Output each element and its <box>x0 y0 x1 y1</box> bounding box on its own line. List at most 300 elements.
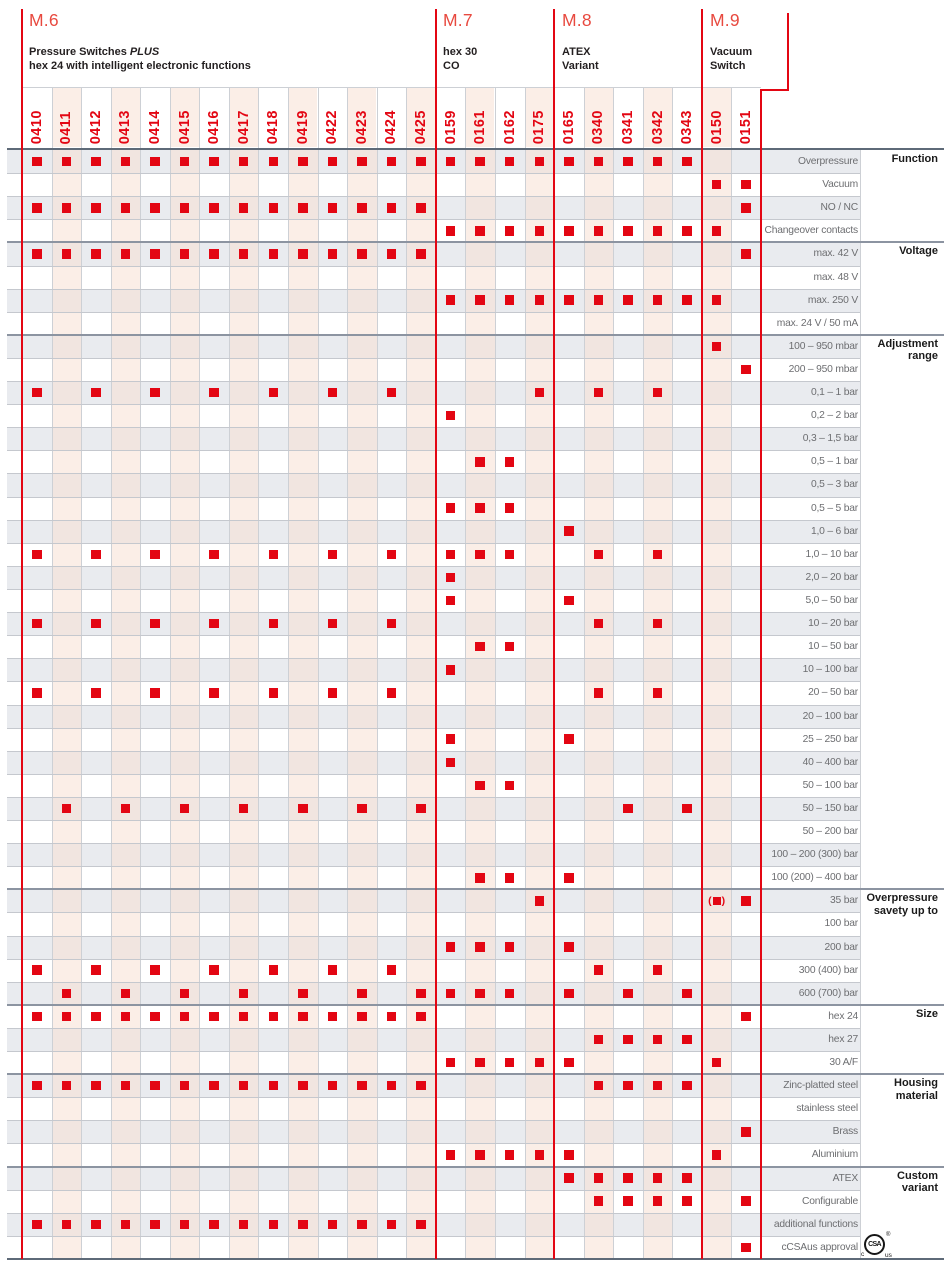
matrix-dot <box>594 688 604 698</box>
row-label: 50 – 100 bar <box>802 779 858 791</box>
grid-line <box>229 88 230 1259</box>
matrix-dot <box>328 619 338 629</box>
grid-line <box>199 88 200 1259</box>
matrix-dot <box>32 550 42 560</box>
matrix-dot <box>62 1012 72 1022</box>
group-label: Overpressure savety up to <box>866 892 938 917</box>
column-number: 0411 <box>58 110 75 144</box>
row-line <box>7 219 860 220</box>
matrix-dot <box>475 781 485 791</box>
matrix-dot <box>594 965 604 975</box>
section-id-m6: M.6 <box>29 10 59 30</box>
column-header-0425 <box>407 88 436 147</box>
matrix-dot <box>32 249 42 259</box>
header-top-line <box>22 87 761 88</box>
row-line <box>7 289 860 290</box>
grid-line <box>258 88 259 1259</box>
bracket-line <box>787 13 789 91</box>
row-label: max. 48 V <box>813 271 858 283</box>
row-label: 10 – 50 bar <box>808 641 858 653</box>
section-description-m7 <box>443 45 477 73</box>
row-line <box>7 497 860 498</box>
matrix-dot <box>446 573 456 583</box>
matrix-dot <box>623 1081 633 1091</box>
matrix-dot <box>32 965 42 975</box>
matrix-dot <box>594 619 604 629</box>
matrix-dot <box>91 688 101 698</box>
matrix-dot <box>505 873 515 883</box>
matrix-dot <box>416 203 426 213</box>
matrix-dot <box>505 295 515 305</box>
section-id-m9: M.9 <box>710 10 740 30</box>
column-number: 0416 <box>206 109 223 144</box>
grid-line <box>584 88 585 1259</box>
label-divider-line <box>760 90 762 1259</box>
matrix-dot <box>269 619 279 629</box>
matrix-dot <box>269 965 279 975</box>
column-header-0341 <box>614 88 643 147</box>
matrix-dot <box>475 457 485 467</box>
matrix-dot <box>446 295 456 305</box>
matrix-dot <box>269 249 279 259</box>
matrix-dot <box>505 226 515 236</box>
section-divider-line <box>701 9 703 1259</box>
matrix-dot <box>91 388 101 398</box>
matrix-dot <box>741 180 751 190</box>
matrix-dot <box>150 1081 160 1091</box>
matrix-dot <box>328 688 338 698</box>
row-line <box>7 774 860 775</box>
matrix-dot <box>239 1012 249 1022</box>
row-line <box>7 1190 860 1191</box>
row-line <box>7 959 860 960</box>
matrix-dot <box>209 688 219 698</box>
matrix-dot <box>62 1220 72 1230</box>
grid-line <box>318 88 319 1259</box>
matrix-dot <box>91 1081 101 1091</box>
matrix-dot <box>239 157 249 167</box>
matrix-dot <box>475 642 485 652</box>
matrix-dot <box>623 1035 633 1045</box>
row-line <box>7 728 860 729</box>
matrix-dot <box>505 989 515 999</box>
row-label: Changeover contacts <box>764 225 858 237</box>
row-label: Vacuum <box>822 179 858 191</box>
row-label: 1,0 – 6 bar <box>810 525 858 537</box>
row-label: 0,3 – 1,5 bar <box>802 433 858 445</box>
matrix-dot <box>239 1220 249 1230</box>
matrix-dot <box>239 989 249 999</box>
matrix-dot <box>564 1058 574 1068</box>
section-id-m7: M.7 <box>443 10 473 30</box>
matrix-dot <box>564 596 574 606</box>
matrix-dot-optional: ( ) <box>708 894 726 907</box>
matrix-dot <box>180 989 190 999</box>
section-id-m8: M.8 <box>562 10 592 30</box>
matrix-dot <box>505 1150 515 1160</box>
matrix-dot <box>357 989 367 999</box>
matrix-dot <box>121 249 131 259</box>
column-header-0162 <box>495 88 524 147</box>
matrix-dot <box>623 1173 633 1183</box>
matrix-dot <box>180 1012 190 1022</box>
section-desc-line2: CO <box>443 60 460 72</box>
row-label: 0,2 – 2 bar <box>810 410 858 422</box>
row-label: 30 A/F <box>829 1057 858 1069</box>
group-label: Voltage <box>899 245 938 258</box>
matrix-dot <box>62 1081 72 1091</box>
matrix-dot <box>475 295 485 305</box>
matrix-dot <box>446 1058 456 1068</box>
matrix-dot <box>209 1081 219 1091</box>
matrix-dot <box>653 550 663 560</box>
matrix-dot <box>446 503 456 513</box>
matrix-dot <box>269 388 279 398</box>
grid-line <box>140 88 141 1259</box>
column-number: 0415 <box>176 109 193 144</box>
csa-sub-c: c <box>861 1251 865 1258</box>
matrix-dot <box>150 619 160 629</box>
matrix-dot <box>505 157 515 167</box>
group-separator-line <box>7 1166 944 1168</box>
matrix-dot <box>328 1012 338 1022</box>
row-line <box>7 404 860 405</box>
section-description-m9 <box>710 45 752 73</box>
matrix-dot <box>298 157 308 167</box>
matrix-dot <box>387 203 397 213</box>
row-label: 100 – 200 (300) bar <box>771 849 858 861</box>
column-number: 0424 <box>383 109 400 144</box>
row-line <box>7 566 860 567</box>
matrix-dot <box>180 157 190 167</box>
section-desc-line2: Variant <box>562 60 599 72</box>
matrix-dot <box>32 1081 42 1091</box>
matrix-dot <box>682 1035 692 1045</box>
row-label: hex 27 <box>828 1033 858 1045</box>
matrix-dot <box>121 804 131 814</box>
column-number: 0341 <box>619 109 636 144</box>
row-line <box>7 427 860 428</box>
matrix-dot <box>298 1012 308 1022</box>
column-number: 0343 <box>679 109 696 144</box>
matrix-dot <box>269 1012 279 1022</box>
matrix-dot <box>741 203 751 213</box>
row-label: 50 – 150 bar <box>802 802 858 814</box>
grid-line <box>81 88 82 1259</box>
matrix-dot <box>416 989 426 999</box>
grid-line <box>495 88 496 1259</box>
row-line <box>7 1028 860 1029</box>
column-number: 0159 <box>442 109 459 144</box>
matrix-dot <box>91 249 101 259</box>
matrix-dot <box>357 157 367 167</box>
matrix-dot <box>121 1081 131 1091</box>
matrix-dot <box>682 157 692 167</box>
csa-certification-logo <box>861 1231 897 1263</box>
row-label: 2,0 – 20 bar <box>805 571 858 583</box>
matrix-dot <box>357 1081 367 1091</box>
column-number: 0425 <box>413 109 430 144</box>
row-line <box>7 612 860 613</box>
matrix-dot <box>712 226 722 236</box>
matrix-dot <box>416 1012 426 1022</box>
matrix-dot <box>712 1150 722 1160</box>
column-header-0423 <box>348 88 377 147</box>
column-header-0424 <box>377 88 406 147</box>
matrix-dot <box>653 1173 663 1183</box>
matrix-dot <box>712 180 722 190</box>
row-line <box>7 866 860 867</box>
row-line <box>7 196 860 197</box>
matrix-dot <box>653 1035 663 1045</box>
grid-line <box>672 88 673 1259</box>
section-description-m8 <box>562 45 599 73</box>
matrix-dot <box>741 1012 751 1022</box>
matrix-dot <box>653 688 663 698</box>
matrix-dot <box>328 249 338 259</box>
section-header-m7 <box>443 10 477 73</box>
column-header-0413 <box>111 88 140 147</box>
row-label: 100 bar <box>824 918 858 930</box>
matrix-dot <box>298 989 308 999</box>
row-line <box>7 820 860 821</box>
row-line <box>7 1213 860 1214</box>
matrix-dot <box>564 734 574 744</box>
column-number: 0161 <box>472 109 489 144</box>
group-label: Size <box>915 1007 938 1020</box>
row-label: NO / NC <box>820 202 858 214</box>
matrix-dot <box>653 157 663 167</box>
column-number: 0342 <box>649 109 666 144</box>
column-number: 0413 <box>117 109 134 144</box>
row-line <box>7 1143 860 1144</box>
row-line <box>7 982 860 983</box>
csa-mark: CSA <box>864 1234 885 1255</box>
matrix-dot <box>564 1173 574 1183</box>
grid-line <box>52 88 53 1259</box>
matrix-dot <box>180 1081 190 1091</box>
matrix-dot <box>564 873 574 883</box>
group-label: Adjustment range <box>877 337 938 363</box>
matrix-dot <box>741 1127 751 1137</box>
column-number: 0412 <box>87 109 104 144</box>
row-line <box>7 681 860 682</box>
row-label: Aluminium <box>811 1149 858 1161</box>
row-line <box>7 173 860 174</box>
matrix-dot <box>239 249 249 259</box>
matrix-dot <box>239 1081 249 1091</box>
row-label: cCSAus approval <box>781 1241 858 1253</box>
matrix-dot <box>32 157 42 167</box>
row-line <box>7 635 860 636</box>
matrix-dot <box>653 1196 663 1206</box>
matrix-dot <box>416 157 426 167</box>
row-label: 5,0 – 50 bar <box>805 594 858 606</box>
matrix-dot <box>535 896 545 906</box>
row-label: 1,0 – 10 bar <box>805 548 858 560</box>
column-header-0165 <box>555 88 584 147</box>
matrix-dot <box>416 1081 426 1091</box>
matrix-dot <box>594 1081 604 1091</box>
matrix-dot <box>298 1081 308 1091</box>
matrix-dot <box>357 203 367 213</box>
row-label: 10 – 20 bar <box>808 618 858 630</box>
csa-sub-us: us <box>885 1252 892 1259</box>
column-number: 0410 <box>28 109 45 144</box>
matrix-dot <box>180 804 190 814</box>
matrix-dot <box>121 203 131 213</box>
matrix-dot <box>682 1081 692 1091</box>
matrix-dot <box>239 203 249 213</box>
matrix-dot <box>594 157 604 167</box>
column-header-0151 <box>732 88 761 147</box>
row-label: 0,1 – 1 bar <box>810 387 858 399</box>
matrix-dot <box>269 157 279 167</box>
matrix-dot <box>505 942 515 952</box>
row-line <box>7 1120 860 1121</box>
grid-line <box>288 88 289 1259</box>
row-label: 200 – 950 mbar <box>788 363 858 375</box>
group-label: Custom variant <box>897 1169 938 1195</box>
group-label: Function <box>891 153 938 165</box>
matrix-dot <box>594 388 604 398</box>
matrix-dot <box>32 1012 42 1022</box>
row-line <box>7 543 860 544</box>
matrix-dot <box>623 1196 633 1206</box>
matrix-dot <box>594 226 604 236</box>
section-divider-line <box>553 9 555 1259</box>
matrix-dot <box>446 596 456 606</box>
row-label: max. 24 V / 50 mA <box>776 317 858 329</box>
matrix-dot <box>446 157 456 167</box>
column-number: 0419 <box>294 109 311 144</box>
matrix-dot <box>505 781 515 791</box>
matrix-dot <box>357 249 367 259</box>
matrix-dot <box>623 157 633 167</box>
matrix-dot <box>298 804 308 814</box>
matrix-dot <box>446 758 456 768</box>
matrix-dot <box>387 388 397 398</box>
row-label: max. 42 V <box>813 248 858 260</box>
row-label: 0,5 – 5 bar <box>810 502 858 514</box>
matrix-dot <box>564 942 574 952</box>
column-header-0412 <box>82 88 111 147</box>
row-line <box>7 1051 860 1052</box>
matrix-dot <box>564 526 574 536</box>
matrix-dot <box>269 550 279 560</box>
grid-line <box>111 88 112 1259</box>
matrix-dot <box>682 1196 692 1206</box>
row-line <box>7 843 860 844</box>
section-description-m6 <box>29 45 251 73</box>
grid-line <box>643 88 644 1259</box>
matrix-dot <box>91 965 101 975</box>
matrix-dot <box>682 804 692 814</box>
matrix-dot <box>150 965 160 975</box>
matrix-dot <box>32 388 42 398</box>
matrix-dot <box>269 1081 279 1091</box>
matrix-dot <box>150 1012 160 1022</box>
matrix-dot <box>741 1196 751 1206</box>
row-label: 100 – 950 mbar <box>788 340 858 352</box>
matrix-dot <box>91 1012 101 1022</box>
matrix-dot <box>594 1035 604 1045</box>
section-desc-line1: ATEX <box>562 46 591 58</box>
matrix-dot <box>121 157 131 167</box>
column-header-0342 <box>643 88 672 147</box>
matrix-dot <box>682 989 692 999</box>
row-label: 20 – 50 bar <box>808 687 858 699</box>
column-header-0340 <box>584 88 613 147</box>
matrix-dot <box>505 550 515 560</box>
matrix-dot <box>416 249 426 259</box>
matrix-dot <box>446 1150 456 1160</box>
row-line <box>7 797 860 798</box>
matrix-dot <box>505 457 515 467</box>
matrix-dot <box>446 665 456 675</box>
row-line <box>7 1097 860 1098</box>
matrix-dot <box>623 804 633 814</box>
matrix-dot <box>32 203 42 213</box>
row-label: Zinc-platted steel <box>783 1080 858 1092</box>
column-header-0175 <box>525 88 554 147</box>
grid-line <box>731 88 732 1259</box>
matrix-dot <box>269 1220 279 1230</box>
row-line <box>7 936 860 937</box>
matrix-dot <box>150 550 160 560</box>
row-label: 100 (200) – 400 bar <box>771 872 858 884</box>
row-label: additional functions <box>773 1218 858 1230</box>
matrix-dot <box>446 411 456 421</box>
group-label: Housing material <box>894 1077 938 1102</box>
matrix-dot <box>653 295 663 305</box>
row-line <box>7 589 860 590</box>
section-divider-line <box>435 9 437 1259</box>
matrix-dot <box>535 295 545 305</box>
matrix-dot <box>387 550 397 560</box>
matrix-dot <box>653 1081 663 1091</box>
row-label: 300 (400) bar <box>798 964 858 976</box>
matrix-dot <box>62 989 72 999</box>
row-line <box>7 473 860 474</box>
matrix-dot <box>269 203 279 213</box>
matrix-dot <box>62 804 72 814</box>
matrix-dot <box>357 804 367 814</box>
matrix-dot <box>505 503 515 513</box>
matrix-dot <box>623 989 633 999</box>
matrix-dot <box>535 1058 545 1068</box>
matrix-dot <box>712 295 722 305</box>
matrix-dot <box>328 550 338 560</box>
matrix-dot <box>298 1220 308 1230</box>
column-number: 0418 <box>265 109 282 144</box>
row-label: 20 – 100 bar <box>802 710 858 722</box>
matrix-dot <box>180 1220 190 1230</box>
column-number: 0423 <box>353 109 370 144</box>
column-number: 0150 <box>708 109 725 144</box>
row-label: max. 250 V <box>807 294 858 306</box>
matrix-dot <box>62 203 72 213</box>
grid-line <box>377 88 378 1259</box>
matrix-dot <box>328 388 338 398</box>
row-line <box>7 658 860 659</box>
section-desc-line2: hex 24 with intelligent electronic functions <box>29 60 251 72</box>
row-label: hex 24 <box>828 1010 858 1022</box>
matrix-dot <box>475 503 485 513</box>
column-header-0415 <box>170 88 199 147</box>
section-header-m9 <box>710 10 752 73</box>
section-header-m8 <box>562 10 599 73</box>
